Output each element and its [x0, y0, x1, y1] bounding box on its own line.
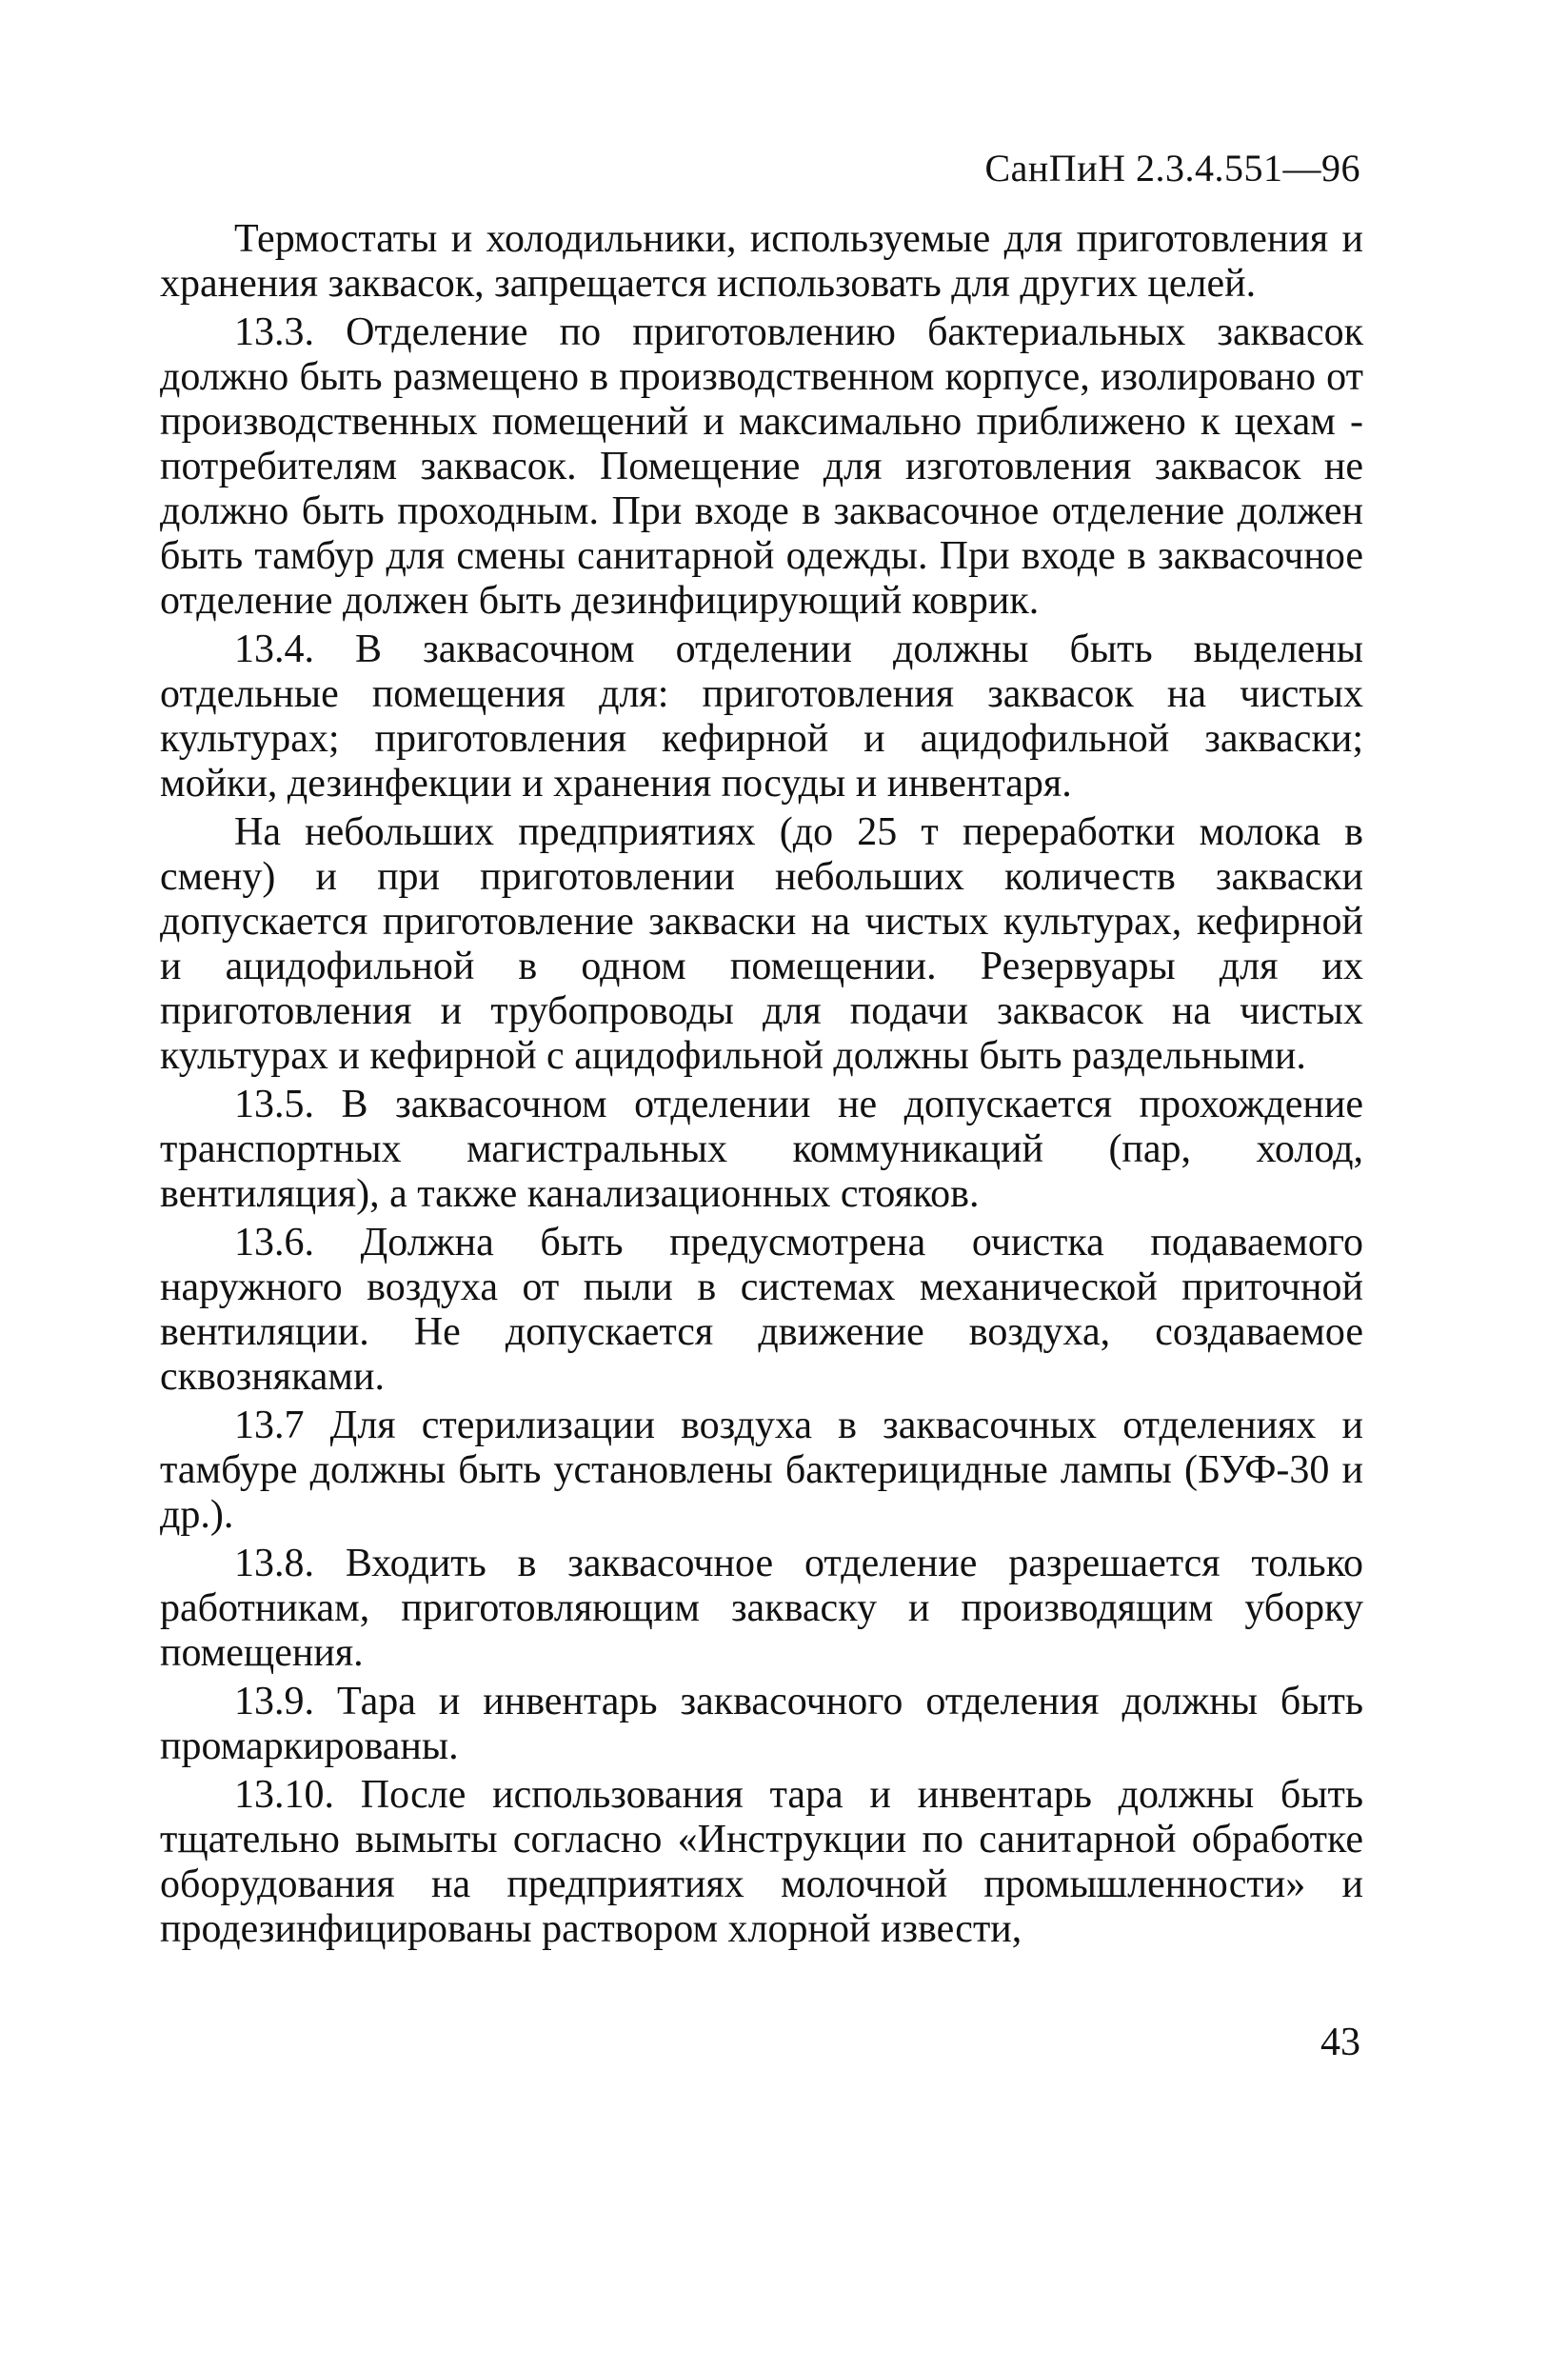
paragraph-thermostats: Термостаты и холодильники, используемые для приготовления и хранения заквасок, запрещается использовать для других целей.: [160, 217, 1363, 306]
paragraph-13-5: 13.5. В заквасочном отделении не допускается прохождение транспортных магистральных коммуникаций (пар, холод, вентиляция), а также канализационных стояков.: [160, 1083, 1363, 1216]
paragraph-13-3: 13.3. Отделение по приготовлению бактериальных заквасок должно быть размещено в производственном корпусе, изолировано от производственных помещений и максимально приближено к цехам - потребителям заквасок. Помещение для изготовления заквасок не должно быть проходным. При входе в заквасочное отделение должен быть тамбур для смены санитарной одежды. При входе в заквасочное отделение должен быть дезинфицирующий коврик.: [160, 310, 1363, 623]
paragraph-13-6: 13.6. Должна быть предусмотрена очистка подаваемого наружного воздуха от пыли в системах механической приточной вентиляции. Не допускается движение воздуха, создаваемое сквозняками.: [160, 1221, 1363, 1399]
document-body: [160, 217, 1363, 1952]
paragraph-13-7: 13.7 Для стерилизации воздуха в заквасочных отделениях и тамбуре должны быть установлены бактерицидные лампы (БУФ-30 и др.).: [160, 1404, 1363, 1537]
page-number: 43: [1320, 2021, 1360, 2064]
paragraph-small-enterprises: На небольших предприятиях (до 25 т переработки молока в смену) и при приготовлении небольших количеств закваски допускается приготовление закваски на чистых культурах, кефирной и ацидофильной в одном помещении. Резервуары для их приготовления и трубопроводы для подачи заквасок на чистых культурах и кефирной с ацидофильной должны быть раздельными.: [160, 810, 1363, 1078]
document-code-header: СанПиН 2.3.4.551—96: [984, 147, 1360, 189]
paragraph-13-10: 13.10. После использования тара и инвентарь должны быть тщательно вымыты согласно «Инструкции по санитарной обработке оборудования на предприятиях молочной промышленности» и продезинфицированы раствором хлорной извести,: [160, 1773, 1363, 1951]
paragraph-13-9: 13.9. Тара и инвентарь заквасочного отделения должны быть промаркированы.: [160, 1680, 1363, 1768]
paragraph-13-8: 13.8. Входить в заквасочное отделение разрешается только работникам, приготовляющим закваску и производящим уборку помещения.: [160, 1542, 1363, 1675]
paragraph-13-4: 13.4. В заквасочном отделении должны быть выделены отдельные помещения для: приготовления заквасок на чистых культурах; приготовления кефирной и ацидофильной закваски; мойки, дезинфекции и хранения посуды и инвентаря.: [160, 627, 1363, 806]
